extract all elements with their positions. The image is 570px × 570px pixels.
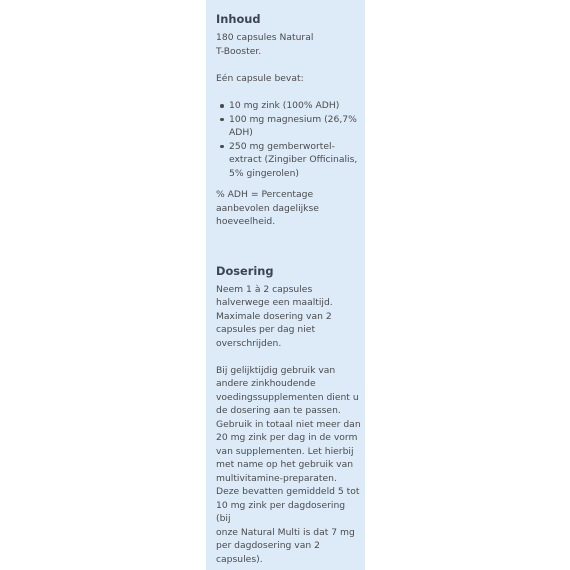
adh-footnote: % ADH = Percentage aanbevolen dagelijkse hoeveelheid. (216, 189, 319, 227)
list-item: 100 mg magnesium (26,7% ADH) (229, 113, 361, 140)
inhoud-intro: 180 capsules Natural T-Booster. (216, 32, 314, 57)
dosering-section (216, 263, 361, 567)
inhoud-section (216, 11, 361, 229)
inhoud-heading: Inhoud (216, 12, 261, 26)
dosering-paragraph-2: Bij gelijktijdig gebruik van andere zinkhoudende voedingssupplementen dient u de dosering aan te passen. Gebruik in totaal niet meer dan 20 mg zink per dag in de vorm van supplementen. Let hierbij met name op het gebruik van multivitamine-preparaten. Deze bevatten gemiddeld 5 tot 10 mg zink per dagdosering (bij onze Natural Multi is dat 7 mg per dagdosering van 2 capsules). (216, 364, 361, 565)
dosering-paragraph-1: Neem 1 à 2 capsules halverwege een maaltijd. Maximale dosering van 2 capsules per dag niet overschrijden. (216, 283, 333, 349)
dosering-heading: Dosering (216, 263, 274, 278)
ingredient-list (216, 99, 361, 180)
product-info-panel (206, 0, 365, 570)
list-item: 10 mg zink (100% ADH) (229, 99, 361, 113)
contains-label: Eén capsule bevat: (216, 72, 304, 84)
product-info-content (216, 11, 361, 566)
list-item: 250 mg gemberwortel- extract (Zingiber Officinalis, 5% gingerolen) (229, 140, 361, 181)
